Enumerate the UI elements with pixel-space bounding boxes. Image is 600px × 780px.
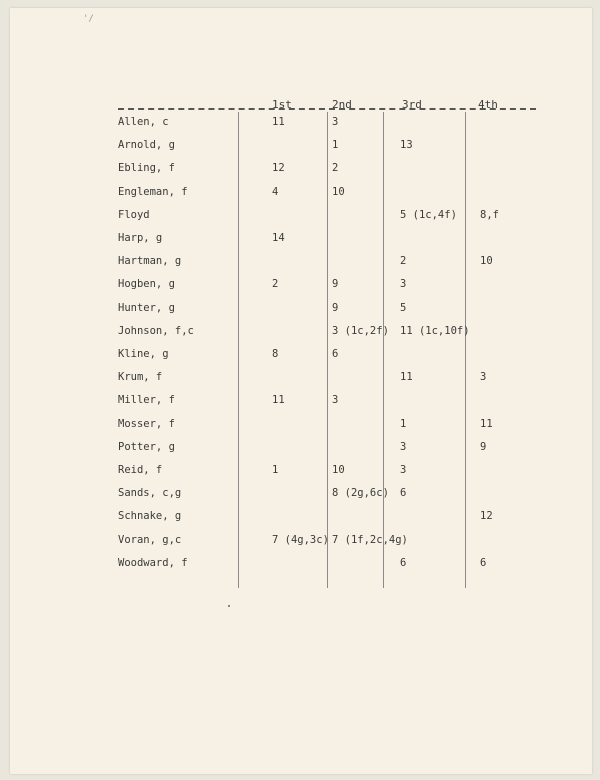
- cell-c2: 1: [332, 139, 339, 152]
- cell-c3: 5: [400, 301, 407, 314]
- cell-c3: 3: [400, 278, 407, 291]
- column-header-1st: 1st: [272, 98, 292, 111]
- cell-c2: 3: [332, 116, 339, 128]
- player-name: Hartman, g: [118, 255, 182, 268]
- player-name: Floyd: [118, 208, 150, 221]
- cell-c3: 5 (1c,4f): [400, 208, 457, 221]
- cell-c2: 8 (2g,6c): [332, 487, 389, 500]
- table-row: [10, 371, 592, 391]
- cell-c1: 7 (4g,3c): [272, 533, 329, 546]
- player-name: Hogben, g: [118, 278, 175, 291]
- cell-c3: 11: [400, 371, 413, 384]
- table-row: [10, 534, 592, 554]
- table-row: [10, 441, 592, 461]
- player-name: Schnake, g: [118, 510, 182, 523]
- cell-c2: 6: [332, 348, 339, 360]
- table-row: [10, 116, 592, 136]
- table-row: [10, 162, 592, 182]
- paper-speck: [228, 605, 230, 607]
- corner-mark: '/: [83, 14, 94, 24]
- cell-c1: 14: [272, 232, 285, 244]
- cell-c2: 9: [332, 278, 339, 291]
- player-name: Sands, c,g: [118, 487, 182, 500]
- player-name: Voran, g,c: [118, 533, 182, 546]
- cell-c4: 6: [480, 556, 487, 569]
- player-name: Krum, f: [118, 371, 163, 384]
- cell-c4: 11: [480, 417, 493, 430]
- table-row: [10, 394, 592, 414]
- cell-c2: 2: [332, 162, 339, 175]
- player-name: Johnson, f,c: [118, 324, 194, 337]
- cell-c2: 9: [332, 301, 339, 314]
- column-header-3rd: 3rd: [402, 98, 422, 111]
- cell-c3: 1: [400, 417, 407, 430]
- player-name: Potter, g: [118, 440, 175, 453]
- player-name: Miller, f: [118, 394, 175, 407]
- table-row: [10, 557, 592, 577]
- table-row: [10, 464, 592, 484]
- cell-c3: 3: [400, 440, 407, 453]
- player-name: Allen, c: [118, 116, 169, 128]
- table-row: [10, 139, 592, 159]
- cell-c3: 11 (1c,10f): [400, 324, 470, 337]
- cell-c1: 8: [272, 348, 279, 360]
- table-row: [10, 487, 592, 507]
- cell-c3: 6: [400, 487, 407, 500]
- player-name: Arnold, g: [118, 139, 175, 152]
- cell-c3: 2: [400, 255, 407, 268]
- player-name: Engleman, f: [118, 185, 188, 198]
- cell-c3: 13: [400, 139, 413, 152]
- player-name: Reid, f: [118, 464, 163, 476]
- player-name: Harp, g: [118, 232, 163, 244]
- table-row: [10, 186, 592, 206]
- table-row: [10, 510, 592, 530]
- cell-c3: 3: [400, 464, 407, 476]
- cell-c1: 1: [272, 464, 279, 476]
- table-row: [10, 209, 592, 229]
- player-name: Kline, g: [118, 348, 169, 360]
- cell-c2: 3 (1c,2f): [332, 324, 389, 337]
- cell-c4: 10: [480, 255, 493, 268]
- cell-c2: 10: [332, 185, 345, 198]
- player-name: Woodward, f: [118, 556, 188, 569]
- cell-c1: 4: [272, 185, 279, 198]
- cell-c4: 12: [480, 510, 493, 523]
- table-row: [10, 278, 592, 298]
- table-row: [10, 325, 592, 345]
- column-header-4th: 4th: [478, 98, 498, 111]
- cell-c4: 3: [480, 371, 487, 384]
- cell-c1: 2: [272, 278, 279, 291]
- cell-c4: 9: [480, 440, 487, 453]
- cell-c2: 3: [332, 394, 339, 407]
- cell-c1: 11: [272, 394, 285, 407]
- cell-c3: 6: [400, 556, 407, 569]
- player-name: Hunter, g: [118, 301, 175, 314]
- header-rule: [118, 108, 536, 110]
- cell-c1: 11: [272, 116, 285, 128]
- cell-c4: 8,f: [480, 208, 499, 221]
- document-page: [10, 8, 592, 774]
- player-name: Mosser, f: [118, 417, 175, 430]
- cell-c1: 12: [272, 162, 285, 175]
- table-row: [10, 232, 592, 252]
- table-row: [10, 348, 592, 368]
- table-row: [10, 255, 592, 275]
- table-row: [10, 418, 592, 438]
- cell-c2: 7 (1f,2c,4g): [332, 533, 408, 546]
- player-name: Ebling, f: [118, 162, 175, 175]
- cell-c2: 10: [332, 464, 345, 476]
- column-header-2nd: 2nd: [332, 98, 352, 111]
- table-row: [10, 302, 592, 322]
